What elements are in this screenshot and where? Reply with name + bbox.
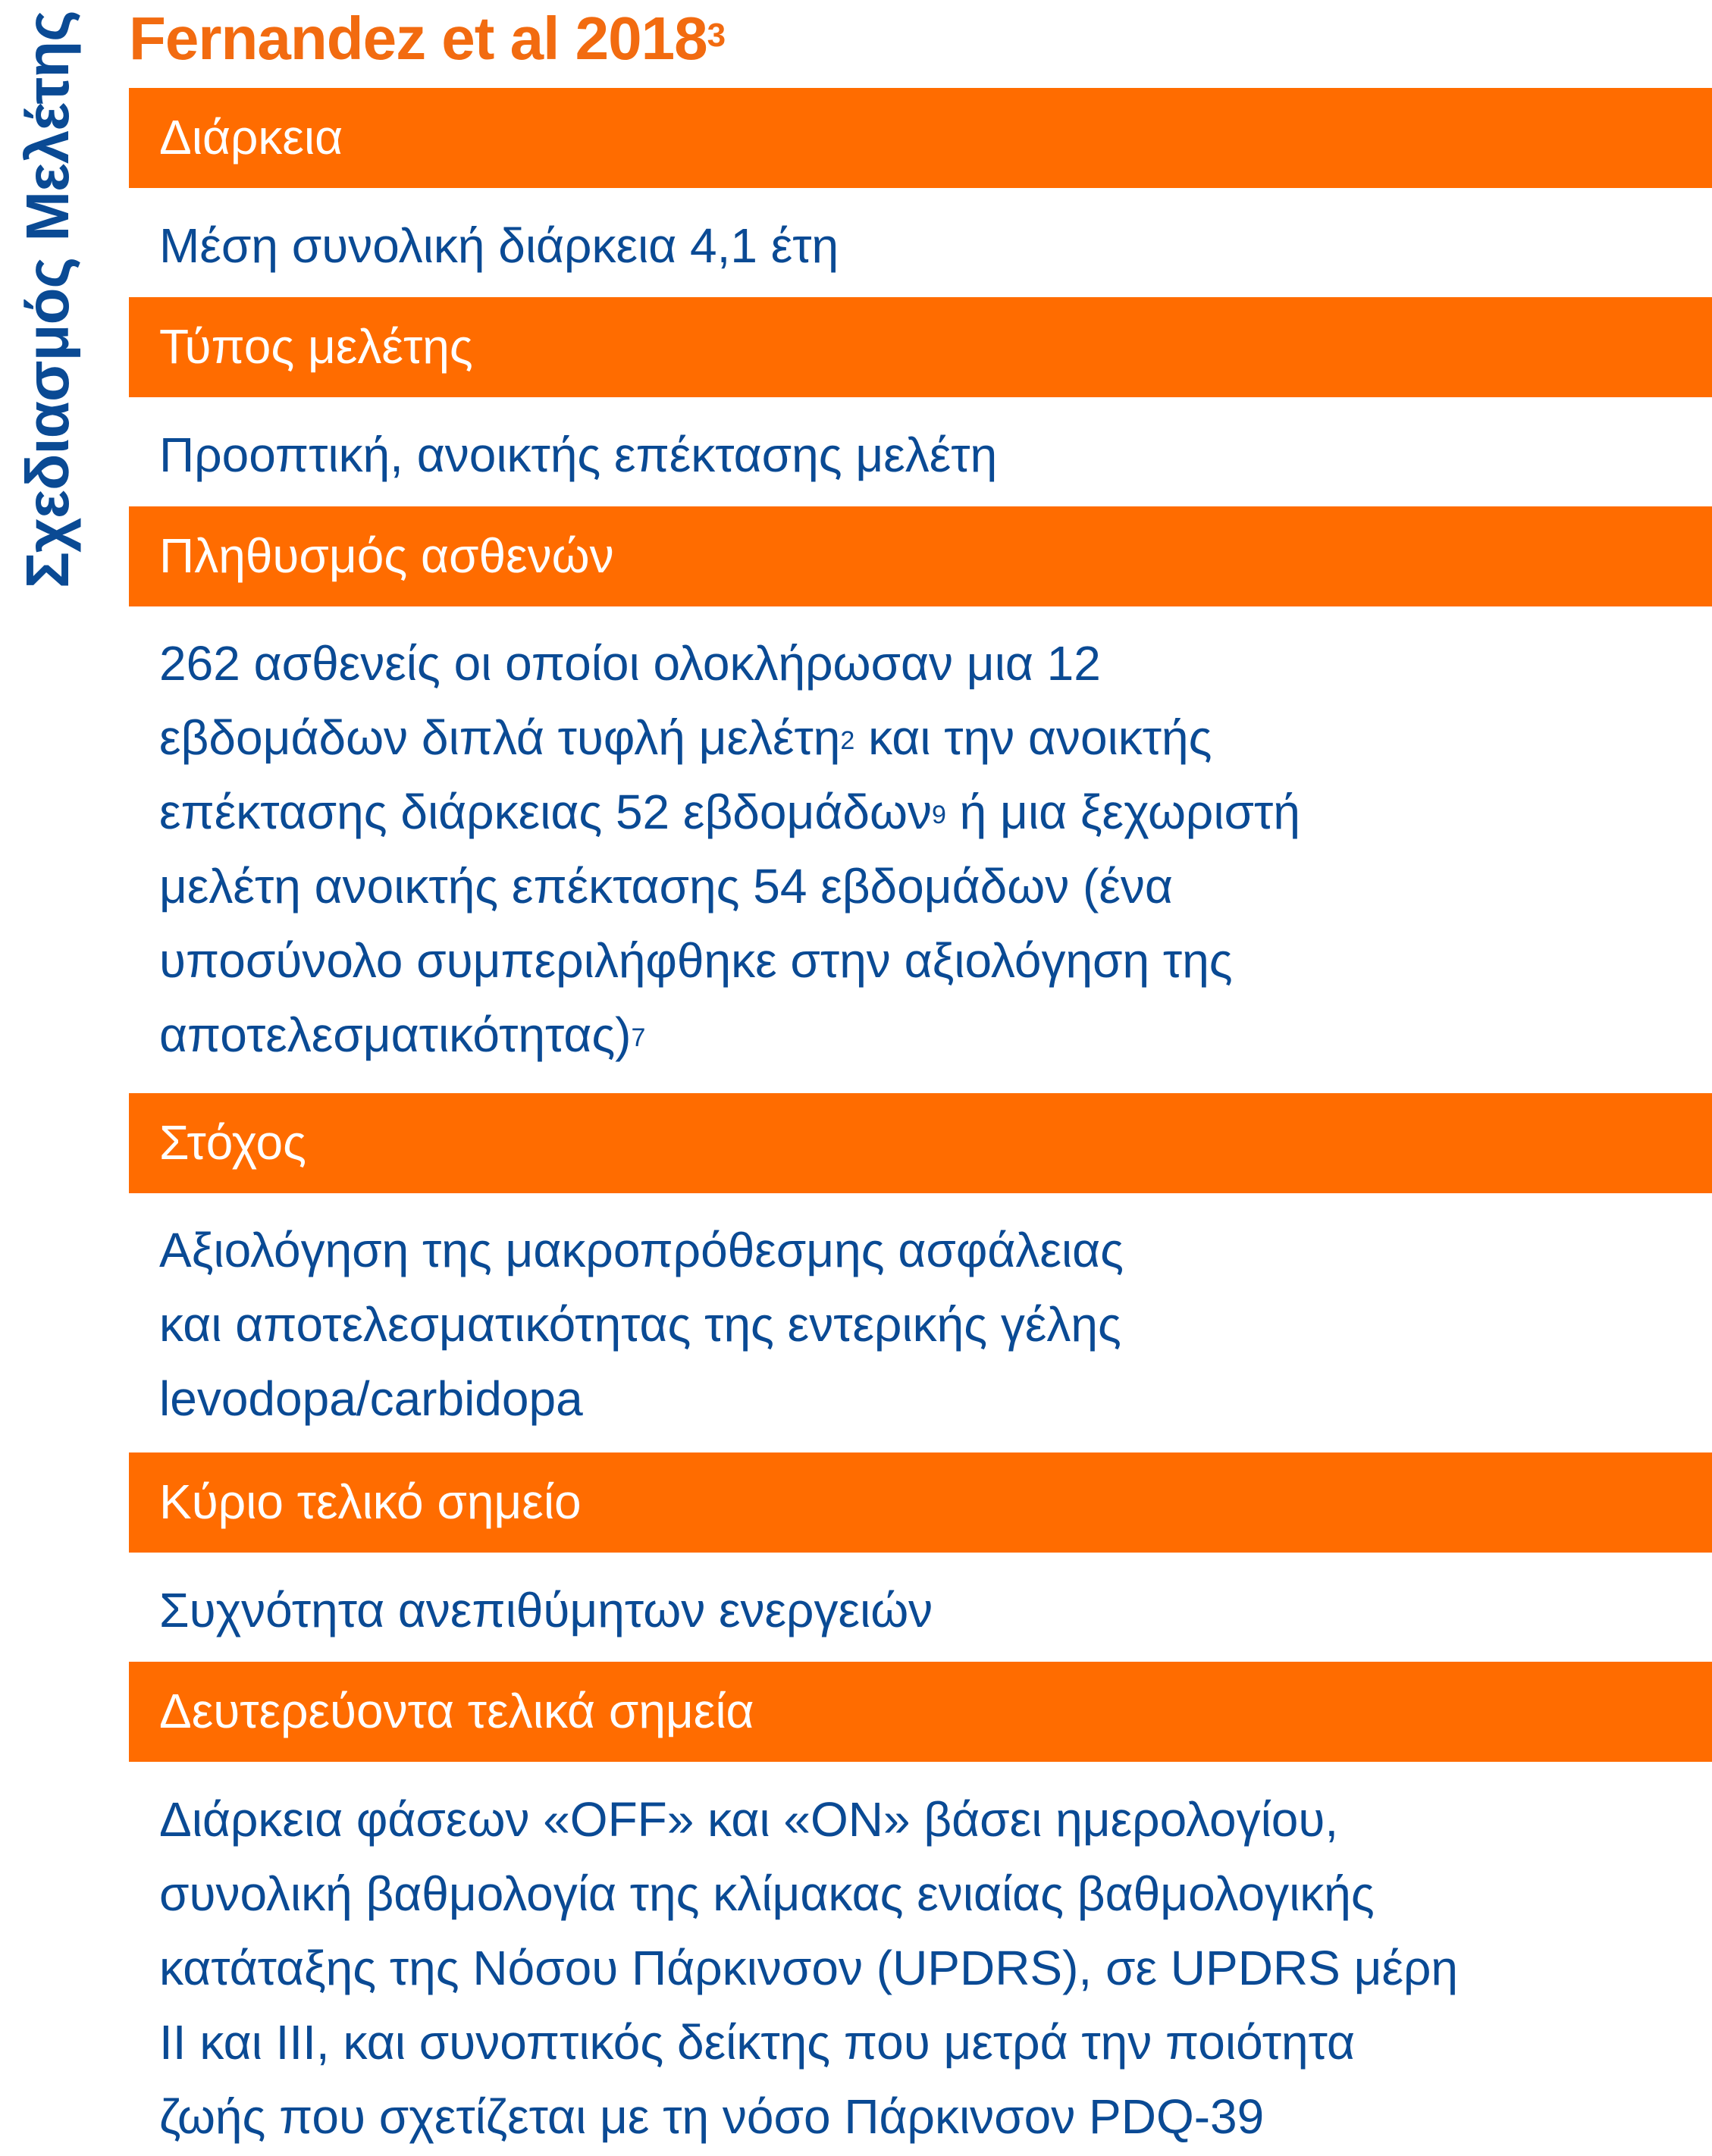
- body-line-text: επέκτασης διάρκειας 52 εβδομάδων: [159, 785, 932, 839]
- reference-superscript: 7: [631, 1023, 646, 1052]
- section-body-secondary-endpoints: [159, 1782, 1698, 2154]
- section-heading-secondary-endpoints: Δευτερεύοντα τελικά σημεία: [129, 1662, 1712, 1762]
- section-heading-duration: Διάρκεια: [129, 88, 1712, 188]
- body-line: Συχνότητα ανεπιθύμητων ενεργειών: [159, 1583, 933, 1637]
- section-heading-study-type: Τύπος μελέτης: [129, 297, 1712, 397]
- section-heading-primary-endpoint: Κύριο τελικό σημείο: [129, 1452, 1712, 1553]
- reference-superscript: 9: [931, 801, 946, 829]
- section-body-population: [159, 626, 1698, 1072]
- body-line-text: εβδομάδων διπλά τυφλή μελέτη: [159, 710, 841, 765]
- body-line-text: αποτελεσματικότητας): [159, 1007, 632, 1062]
- body-line: Αξιολόγηση της μακροπρόθεσμης ασφάλειας: [159, 1223, 1124, 1277]
- page-title-text: Fernandez et al 2018: [129, 5, 707, 72]
- section-body-duration: [159, 208, 1698, 283]
- page-title: [129, 2, 725, 76]
- section-body-objective: [159, 1213, 1698, 1436]
- body-line: [159, 775, 1698, 849]
- section-body-study-type: [159, 418, 1698, 492]
- side-title: Σχεδιασμός Μελέτης: [14, 11, 81, 588]
- section-body-primary-endpoint: [159, 1573, 1698, 1647]
- body-line: II και III, και συνοπτικός δείκτης που μετρά την ποιότητα: [159, 2015, 1355, 2070]
- body-line: Προοπτική, ανοικτής επέκτασης μελέτη: [159, 428, 998, 482]
- body-line: levodopa/carbidopa: [159, 1371, 583, 1426]
- body-line: Μέση συνολική διάρκεια 4,1 έτη: [159, 218, 839, 273]
- body-line: συνολική βαθμολογία της κλίμακας ενιαίας βαθμολογικής: [159, 1866, 1375, 1921]
- body-line: και αποτελεσματικότητας της εντερικής γέλης: [159, 1297, 1121, 1352]
- body-line: [159, 700, 1698, 775]
- body-line-text: και την ανοικτής: [854, 710, 1212, 765]
- body-line: μελέτη ανοικτής επέκτασης 54 εβδομάδων (ένα: [159, 859, 1173, 913]
- body-line-text: ή μια ξεχωριστή: [945, 785, 1300, 839]
- body-line: υποσύνολο συμπεριλήφθηκε στην αξιολόγηση της: [159, 933, 1233, 988]
- body-line: ζωής που σχετίζεται με τη νόσο Πάρκινσον PDQ-39: [159, 2089, 1265, 2144]
- body-line: [159, 998, 1698, 1072]
- section-heading-objective: Στόχος: [129, 1093, 1712, 1193]
- body-line: Διάρκεια φάσεων «OFF» και «ON» βάσει ημερολογίου,: [159, 1792, 1339, 1847]
- body-line: 262 ασθενείς οι οποίοι ολοκλήρωσαν μια 12: [159, 636, 1101, 691]
- page-title-ref: 3: [707, 17, 726, 54]
- body-line: κατάταξης της Νόσου Πάρκινσον (UPDRS), σε UPDRS μέρη: [159, 1941, 1458, 1995]
- reference-superscript: 2: [840, 726, 855, 755]
- section-heading-population: Πληθυσμός ασθενών: [129, 506, 1712, 606]
